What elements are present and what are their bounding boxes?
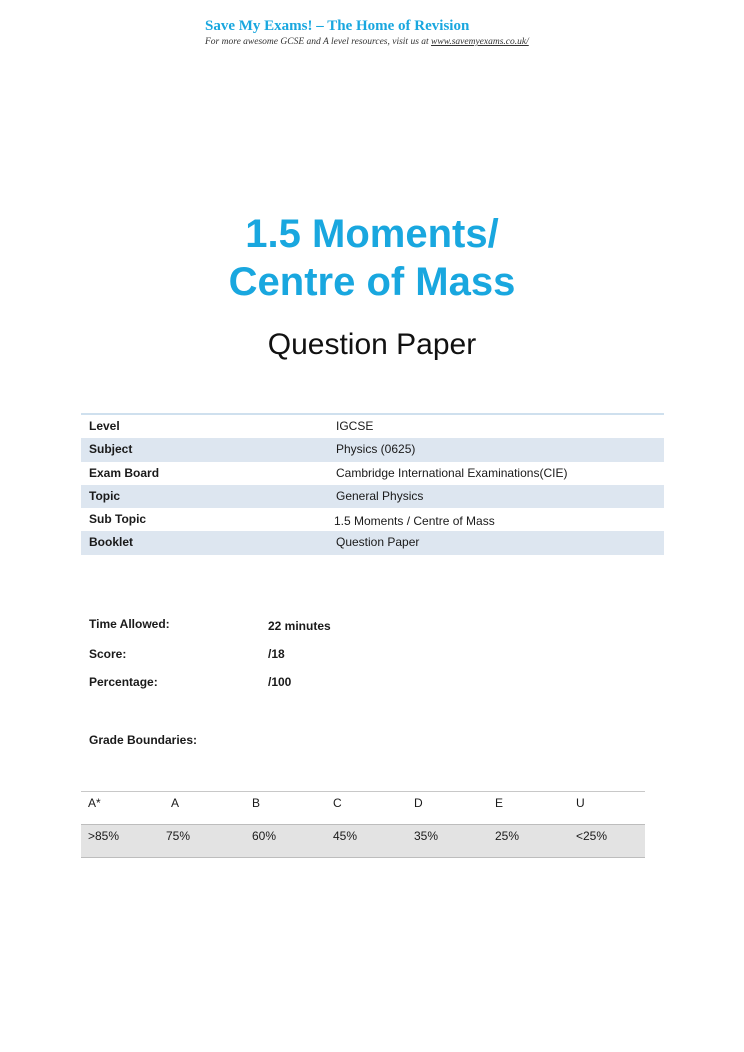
info-value: 1.5 Moments / Centre of Mass [334, 514, 495, 529]
info-table [81, 413, 664, 555]
website-link[interactable]: www.savemyexams.co.uk/ [431, 37, 529, 47]
title-line-1: 1.5 Moments/ [245, 212, 499, 256]
info-label: Subject [89, 442, 133, 457]
score-value: /18 [268, 647, 285, 661]
percentage-cell: <25% [576, 829, 608, 843]
grade-cell: A [171, 796, 180, 810]
info-row-exam-board [81, 462, 664, 485]
percentage-cell: 25% [495, 829, 520, 843]
time-allowed-label: Time Allowed: [89, 617, 170, 631]
percentage-cell: 60% [252, 829, 277, 843]
grade-boundaries-table [81, 791, 645, 858]
info-value: Cambridge International Examinations(CIE) [336, 465, 568, 480]
score-label: Score: [89, 647, 127, 661]
grade-cell: A* [88, 796, 101, 810]
info-row-topic [81, 485, 664, 508]
grade-boundaries-label: Grade Boundaries: [89, 733, 198, 747]
percentage-label: Percentage: [89, 675, 158, 689]
info-label: Sub Topic [89, 512, 147, 527]
info-row-level [81, 415, 664, 438]
grade-cell: E [495, 796, 504, 810]
grade-cell: B [252, 796, 261, 810]
percentage-cell: 35% [414, 829, 439, 843]
info-value: Question Paper [336, 535, 420, 550]
percentage-cell: 45% [333, 829, 358, 843]
info-row-subject [81, 438, 664, 461]
page-header [205, 17, 605, 48]
info-value: General Physics [336, 488, 424, 503]
info-label: Exam Board [89, 465, 160, 480]
grade-cell: D [414, 796, 423, 810]
grade-cell: C [333, 796, 342, 810]
percentage-value: /100 [268, 675, 292, 689]
info-row-booklet [81, 531, 664, 554]
percentage-cell: >85% [88, 829, 120, 843]
brand-title: Save My Exams! – The Home of Revision [205, 18, 470, 34]
grade-cell: U [576, 796, 585, 810]
title-line-2: Centre of Mass [228, 260, 516, 304]
tagline [205, 36, 605, 48]
info-label: Topic [89, 488, 121, 503]
info-label: Booklet [89, 535, 134, 550]
info-value: IGCSE [336, 419, 374, 433]
page-title [0, 210, 744, 306]
tagline-text: For more awesome GCSE and A level resources, visit us at [205, 37, 432, 47]
page-subtitle: Question Paper [267, 328, 477, 361]
grade-header-row [81, 791, 645, 825]
info-value: Physics (0625) [336, 442, 416, 457]
info-label: Level [89, 419, 120, 433]
grade-percentage-row [81, 825, 645, 858]
time-allowed-value: 22 minutes [268, 619, 331, 633]
percentage-cell: 75% [166, 829, 191, 843]
info-row-sub-topic [81, 508, 664, 531]
